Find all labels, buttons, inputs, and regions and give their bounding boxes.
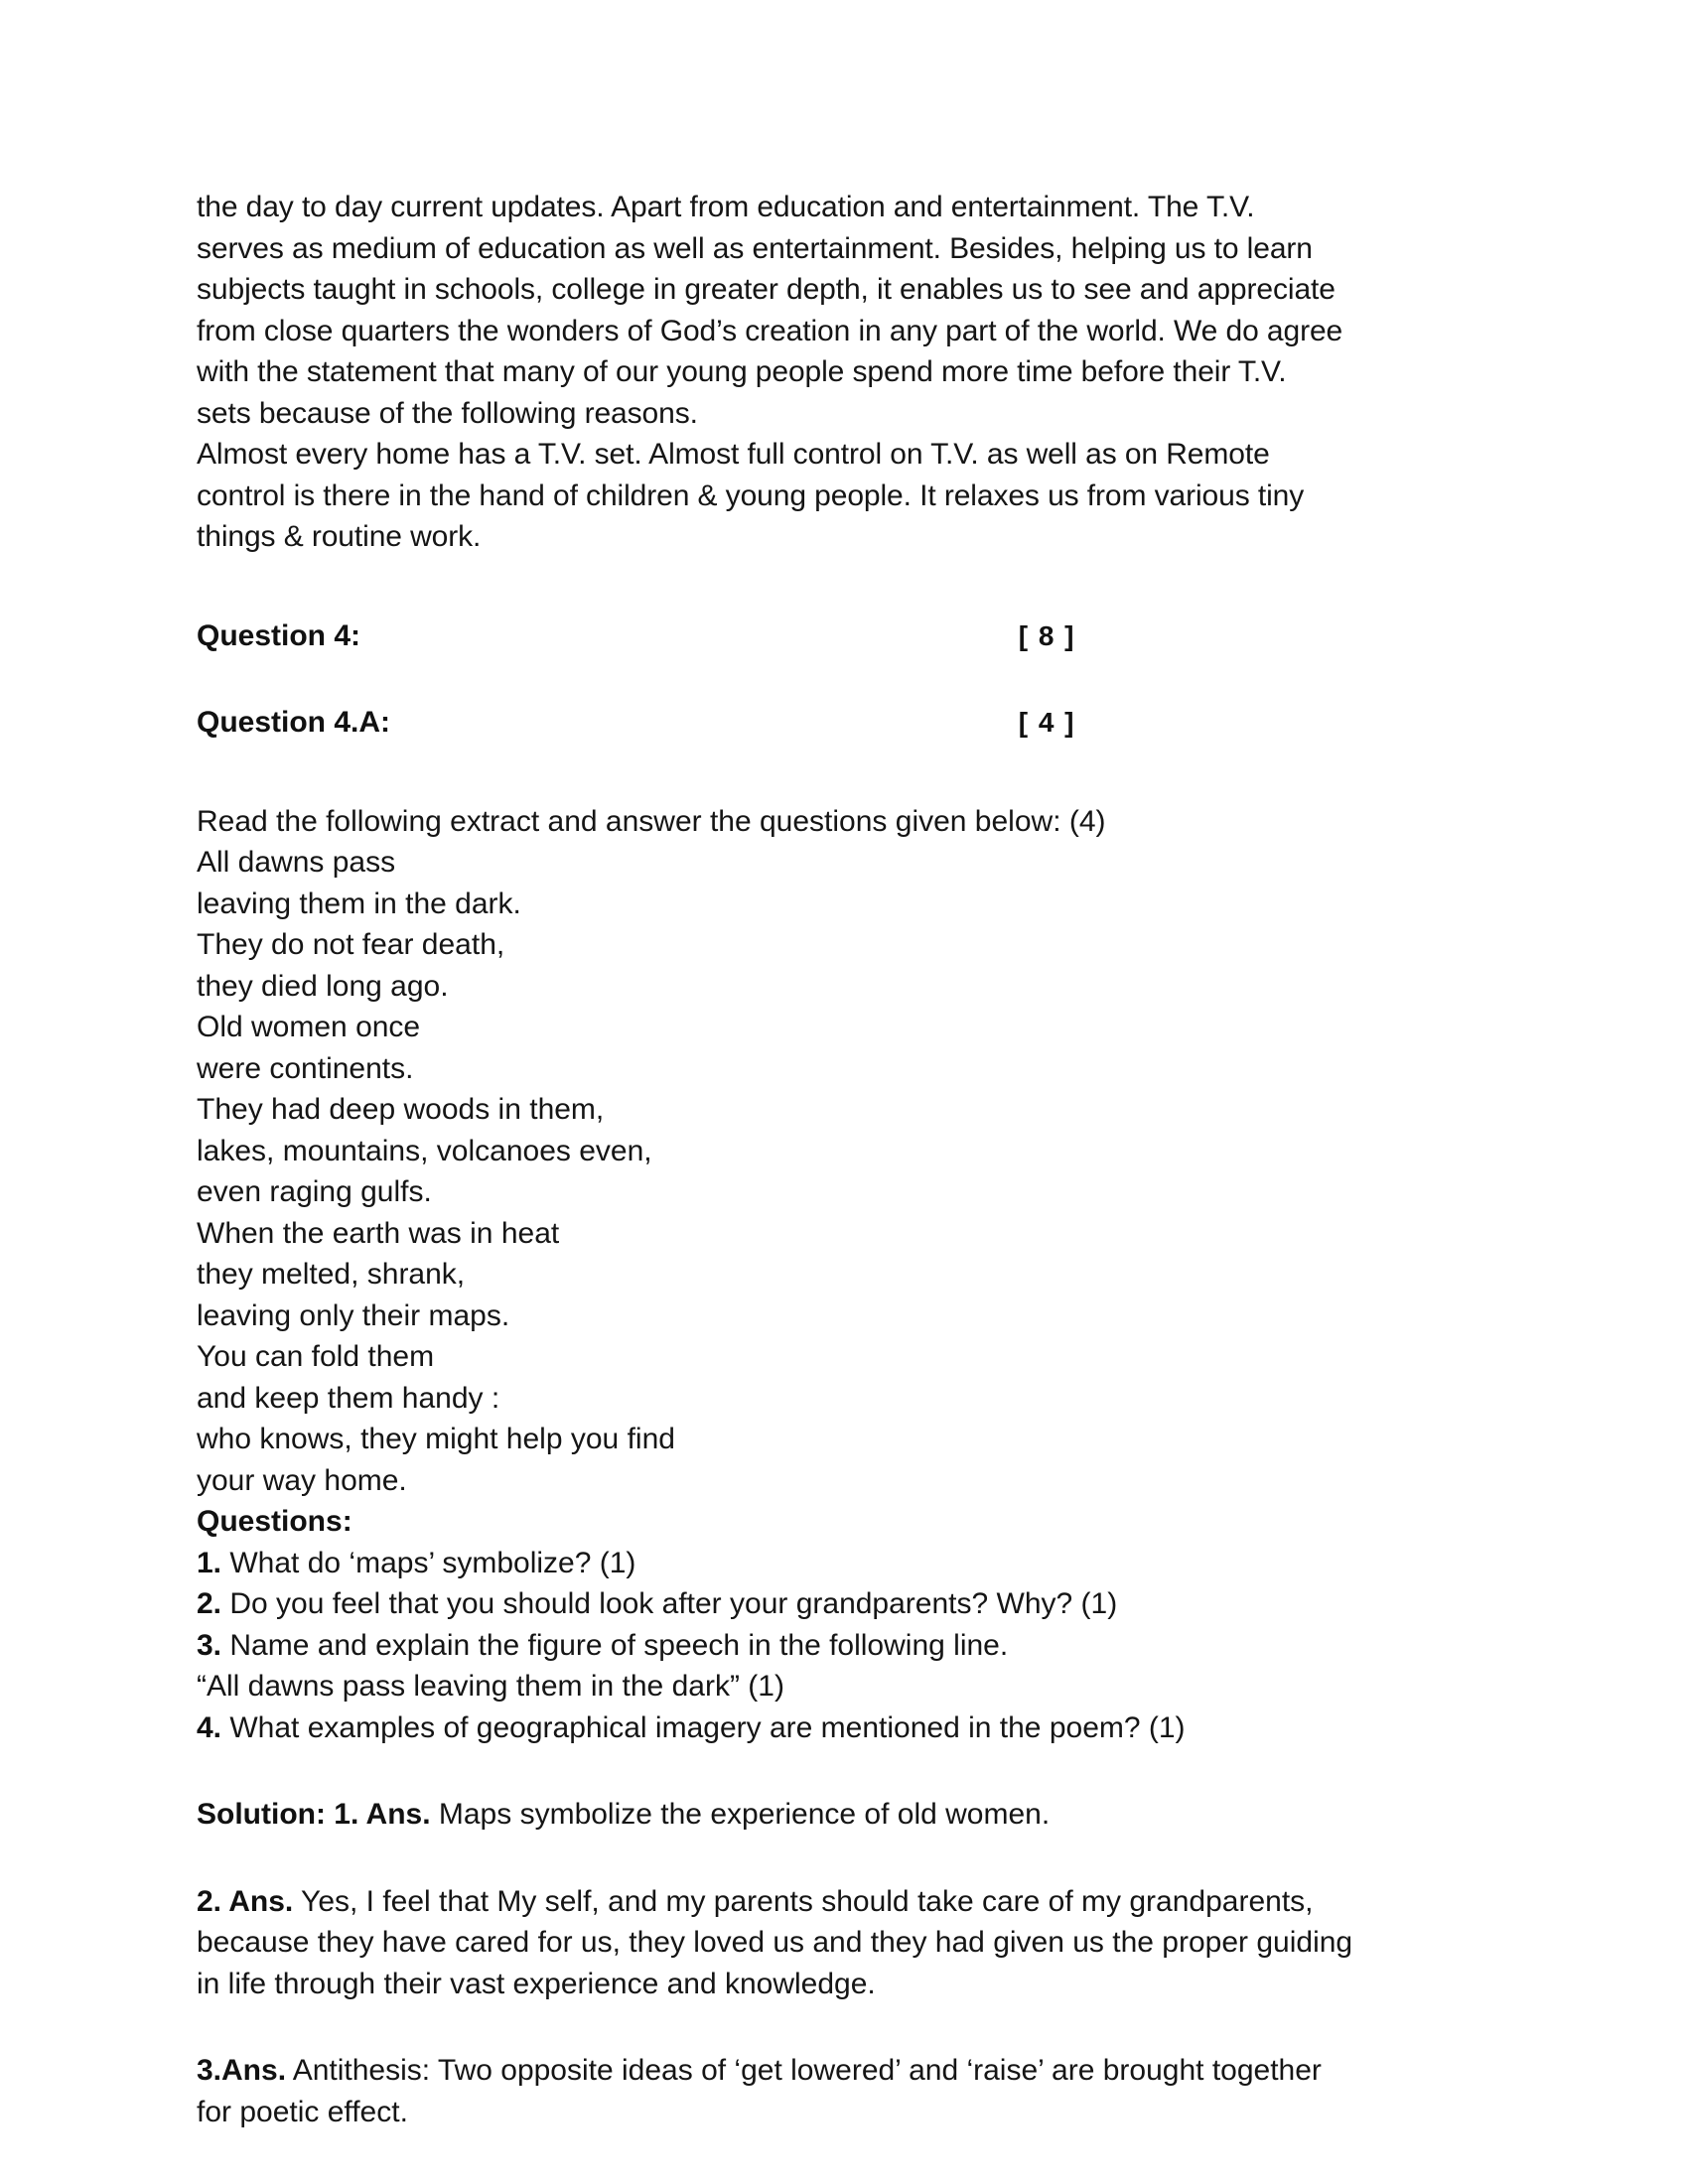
question-item-number: 4. [197,1710,222,1744]
question-item-text: Do you feel that you should look after your grandparents? Why? (1) [221,1587,1118,1620]
solution-2-text-line: because they have cared for us, they loved us and they had given us the proper guiding [197,1926,1353,1959]
poem-line: were continents. [197,1051,414,1085]
questions-label: Questions: [197,1505,352,1538]
paragraph-line: Almost every home has a T.V. set. Almost full control on T.V. as well as on Remote [197,438,1270,471]
poem-line: You can fold them [197,1340,435,1373]
poem-line: even raging gulfs. [197,1175,432,1208]
spacer [197,1748,1487,1794]
poem-line: When the earth was in heat [197,1216,560,1250]
question-item-number: 2. [197,1587,222,1620]
paragraph-line: things & routine work. [197,520,482,553]
spacer [197,2004,1487,2050]
question-item-2 [197,1583,1487,1625]
quoted-poem-line: “All dawns pass leaving them in the dark” (1) [197,1670,784,1703]
solution-3-text-line: for poetic effect. [197,2095,408,2128]
poem-line: They do not fear death, [197,928,505,961]
question-4a-label: Question 4.A: [197,706,391,739]
question-item-number: 1. [197,1546,222,1579]
question-4-header [197,615,1075,657]
spacer [197,1836,1487,1881]
solution-2-text-line: in life through their vast experience and knowledge. [197,1967,876,2000]
poem-line: All dawns pass [197,846,396,879]
poem-extract [197,842,1487,1501]
solution-1 [197,1794,1487,1836]
poem-line: leaving them in the dark. [197,887,521,920]
question-item-3 [197,1625,1487,1667]
poem-line: they melted, shrank, [197,1258,466,1291]
poem-line: your way home. [197,1463,407,1497]
solution-2-text-line: Yes, I feel that My self, and my parents should take care of my grandparents, [293,1884,1314,1918]
paragraph-line: control is there in the hand of children & young people. It relaxes us from various tiny [197,478,1305,512]
poem-line: who knows, they might help you find [197,1423,675,1455]
question-item-1 [197,1543,1487,1584]
extract-instruction: Read the following extract and answer the questions given below: (4) [197,804,1106,838]
poem-line: leaving only their maps. [197,1298,510,1332]
paragraph-line: subjects taught in schools, college in greater depth, it enables us to see and appreciate [197,273,1336,306]
spacer [197,744,1487,801]
solution-2 [197,1881,1487,2005]
solution-2-label: 2. Ans. [197,1884,294,1918]
question-4a-marks: [ 4 ] [1018,707,1075,738]
poem-line: They had deep woods in them, [197,1093,605,1126]
poem-line: and keep them handy : [197,1381,500,1415]
solution-1-label: Solution: 1. Ans. [197,1798,431,1831]
solution-3-text-line: Antithesis: Two opposite ideas of ‘get lowered’ and ‘raise’ are brought together [286,2054,1322,2087]
question-item-text: What examples of geographical imagery are mentioned in the poem? (1) [221,1710,1186,1744]
paragraph-line: with the statement that many of our young people spend more time before their T.V. [197,355,1287,388]
poem-line: lakes, mountains, volcanoes even, [197,1134,652,1167]
question-item-text: What do ‘maps’ symbolize? (1) [221,1546,636,1579]
question-item-4 [197,1707,1487,1749]
question-item-text: Name and explain the figure of speech in the following line. [221,1628,1009,1662]
question-4a-header [197,702,1075,744]
question-item-number: 3. [197,1628,222,1662]
paragraph-line: serves as medium of education as well as entertainment. Besides, helping us to learn [197,231,1313,265]
intro-paragraph [197,187,1487,434]
solution-1-text: Maps symbolize the experience of old women. [430,1798,1051,1831]
spacer [197,656,1487,702]
paragraph-line: the day to day current updates. Apart from education and entertainment. The T.V. [197,191,1255,223]
solution-3 [197,2050,1487,2132]
spacer [197,558,1487,615]
solution-3-label: 3.Ans. [197,2054,287,2087]
poem-line: they died long ago. [197,969,449,1003]
second-paragraph [197,434,1487,558]
paragraph-line: sets because of the following reasons. [197,396,698,430]
document-body [197,187,1487,2132]
paragraph-line: from close quarters the wonders of God’s creation in any part of the world. We do agree [197,314,1343,347]
poem-line: Old women once [197,1011,421,1043]
question-4-label: Question 4: [197,618,361,652]
question-4-marks: [ 8 ] [1018,619,1075,651]
